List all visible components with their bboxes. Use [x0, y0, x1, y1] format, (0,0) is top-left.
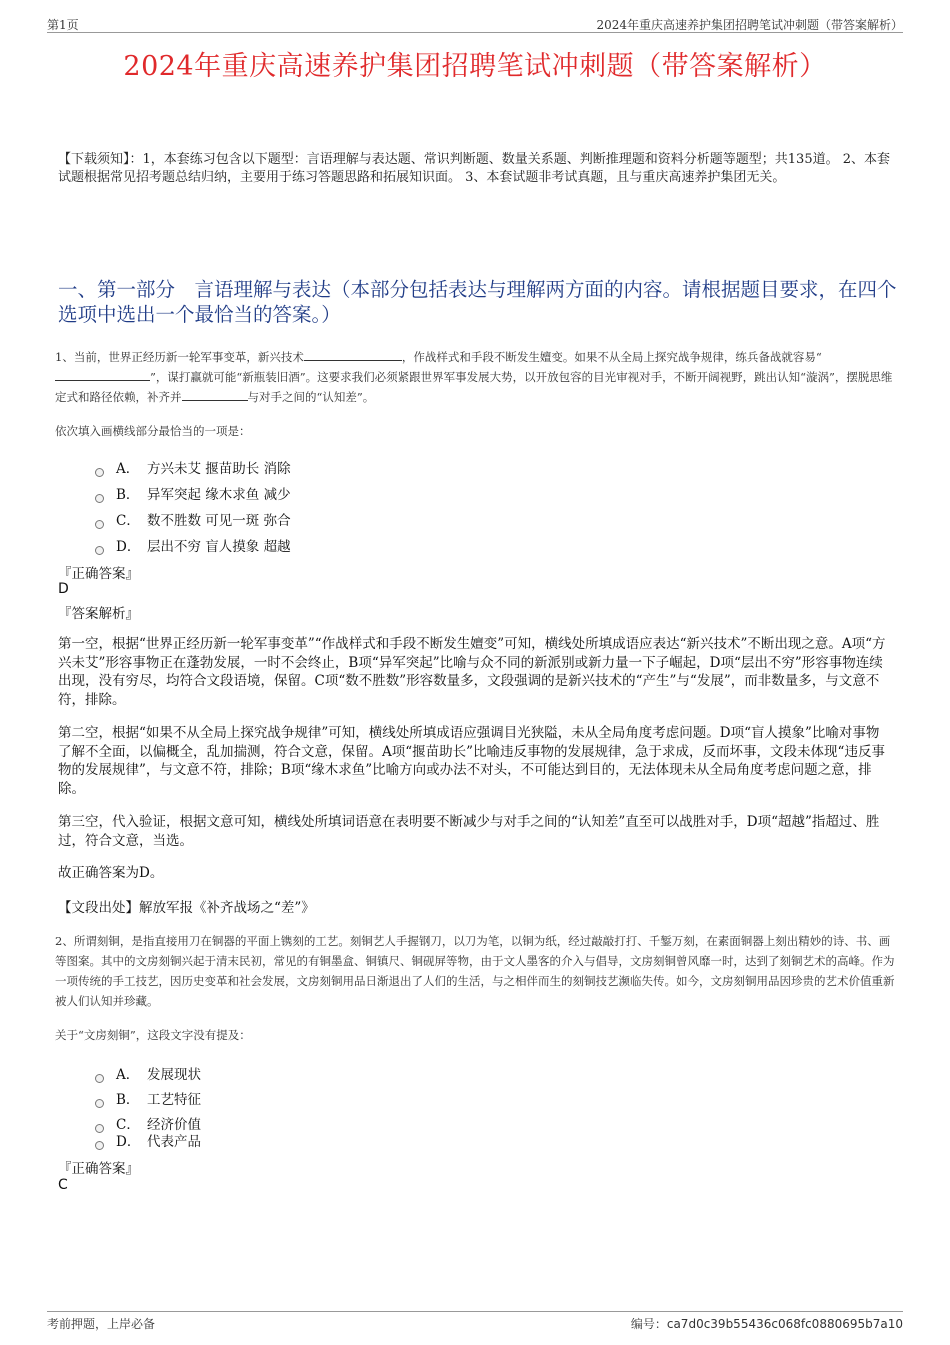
q2-answer-label: 『正确答案』 — [58, 1161, 139, 1177]
footer-slogan: 考前押题，上岸必备 — [47, 1317, 156, 1331]
q1-text-part3: ”，谋打赢就可能“新瓶装旧酒”。这要求我们必须紧跟世界军事发展大势，以开放包容的目光审视对手，不断开阔视野，跳出认知“漩涡”，摆脱思维定式和路径依赖，补齐并 — [55, 370, 893, 404]
radio-icon[interactable] — [95, 1141, 104, 1150]
radio-icon[interactable] — [95, 546, 104, 555]
q1-source: 【文段出处】解放军报《补齐战场之“差”》 — [58, 900, 315, 916]
page-number: 第1页 — [47, 18, 79, 32]
q2-prompt: 关于“文房刻铜”，这段文字没有提及： — [55, 1028, 251, 1042]
q2-option-c[interactable]: C． 经济价值 — [95, 1113, 201, 1133]
download-notice: 【下载须知】：1，本套练习包含以下题型：言语理解与表达题、常识判断题、数量关系题、判断推理题和资料分析题等题型；共135道。 2、本套试题根据常见招考题总结归纳，主要用于练习答题思路和拓展知识面。 3、本套试题非考试真题，且与重庆高速养护集团无关。 — [58, 152, 890, 185]
q1-answer: D — [58, 581, 69, 597]
q1-analysis-p4: 故正确答案为D。 — [58, 865, 164, 881]
q2-option-b[interactable]: B． 工艺特征 — [95, 1088, 201, 1108]
q1-text-part4: 与对手之间的“认知差”。 — [247, 390, 375, 404]
q1-blank-3 — [182, 388, 248, 401]
q2-answer: C — [58, 1177, 68, 1193]
q1-text-part1: 1、当前，世界正经历新一轮军事变革，新兴技术 — [55, 350, 304, 364]
q1-option-a[interactable]: A． 方兴未艾 揠苗助长 消除 — [95, 457, 291, 477]
q1-option-d[interactable]: D． 层出不穷 盲人摸象 超越 — [95, 535, 291, 555]
question-2-stem: 2、所谓刻铜，是指直接用刀在铜器的平面上镌刻的工艺。刻铜艺人手握钢刀，以刀为笔，以铜为纸，经过敲敲打打、千錾万刻，在素面铜器上刻出精妙的诗、书、画等图案。其中的文房刻铜兴起于清末民初，常见的有铜墨盒、铜镇尺、铜砚屏等物，由于文人墨客的介入与倡导，文房刻铜曾风靡一时，达到了刻铜艺术的高峰。作为一项传统的手工技艺，因历史变革和社会发展，文房刻铜用品日渐退出了人们的生活，与之相伴而生的刻铜技艺濒临失传。如今，文房刻铜用品因珍贵的艺术价值重新被人们认知并珍藏。 — [55, 934, 895, 1008]
q2-option-a[interactable]: A． 发展现状 — [95, 1063, 201, 1083]
radio-icon[interactable] — [95, 520, 104, 529]
q2-option-d[interactable]: D． 代表产品 — [95, 1130, 201, 1150]
radio-icon[interactable] — [95, 1074, 104, 1083]
q1-prompt: 依次填入画横线部分最恰当的一项是： — [55, 424, 251, 438]
document-title: 2024年重庆高速养护集团招聘笔试冲刺题（带答案解析） — [123, 51, 827, 82]
page-header — [47, 14, 903, 33]
q1-option-c[interactable]: C． 数不胜数 可见一斑 弥合 — [95, 509, 291, 529]
radio-icon[interactable] — [95, 468, 104, 477]
q1-analysis-p1: 第一空，根据“世界正经历新一轮军事变革”“作战样式和手段不断发生嬗变”可知，横线处所填成语应表达“新兴技术”不断出现之意。A项“方兴未艾”形容事物正在蓬勃发展，一时不会终止，B项“异军突起”比喻与众不同的新派别或新力量一下子崛起，D项“层出不穷”形容事物连续出现，没有穷尽，均符合文段语境，保留。C项“数不胜数”形容数量多，文段强调的是新兴技术的“产生”与“发展”，而非数量多，与文意不符，排除。 — [58, 636, 886, 708]
q1-blank-1 — [304, 348, 402, 361]
q1-analysis-p2: 第二空，根据“如果不从全局上探究战争规律”可知，横线处所填成语应强调目光狭隘，未从全局角度考虑问题。D项“盲人摸象”比喻对事物了解不全面，以偏概全，乱加揣测，符合文意，保留。A项“揠苗助长”比喻违反事物的发展规律，急于求成，反而坏事，文段未体现“违反事物的发展规律”，与文意不符，排除；B项“缘木求鱼”比喻方向或办法不对头，不可能达到目的，无法体现未从全局角度考虑问题之意，排除。 — [58, 725, 885, 797]
page-footer — [47, 1311, 903, 1332]
footer-code: 编号：ca7d0c39b55436c068fc0880695b7a10 — [630, 1317, 903, 1331]
q1-analysis-label: 『答案解析』 — [58, 606, 139, 622]
header-doc-title: 2024年重庆高速养护集团招聘笔试冲刺题（带答案解析） — [596, 18, 903, 32]
q1-analysis-p3: 第三空，代入验证，根据文意可知，横线处所填词语意在表明要不断减少与对手之间的“认知差”直至可以战胜对手，D项“超越”指超过、胜过，符合文意，当选。 — [58, 814, 880, 849]
q1-option-b[interactable]: B． 异军突起 缘木求鱼 减少 — [95, 483, 291, 503]
section-heading: 一、第一部分 言语理解与表达（本部分包括表达与理解两方面的内容。请根据题目要求，在四个选项中选出一个最恰当的答案。） — [58, 278, 897, 326]
radio-icon[interactable] — [95, 1099, 104, 1108]
q1-blank-2 — [55, 368, 150, 381]
q1-answer-label: 『正确答案』 — [58, 566, 139, 582]
question-1-stem — [55, 347, 897, 407]
q1-text-part2: ，作战样式和手段不断发生嬗变。如果不从全局上探究战争规律，练兵备战就容易“ — [401, 350, 822, 364]
radio-icon[interactable] — [95, 494, 104, 503]
